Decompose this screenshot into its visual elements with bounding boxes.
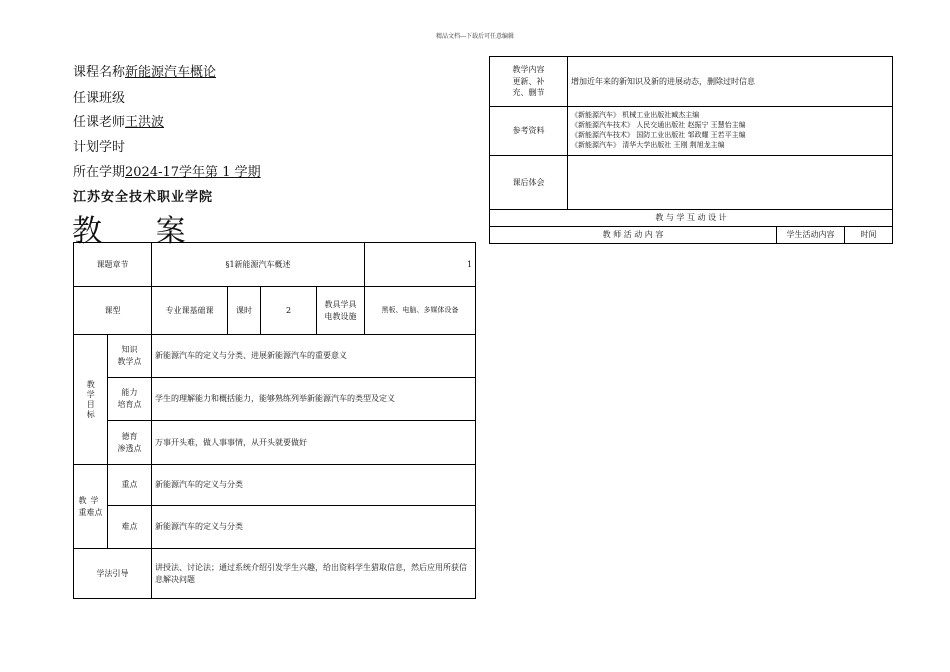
reflection-label: 课后体会 — [490, 156, 568, 210]
term-line — [73, 161, 261, 180]
ability-label-line1: 能力 — [121, 388, 138, 398]
tools-label-line1: 教具学具 — [324, 299, 357, 309]
interaction-title: 教 与 学 互 动 设 计 — [490, 210, 893, 227]
teacher-value: 王洪波 — [125, 115, 165, 130]
reference-item: 《新能源汽车技术》 国防工业出版社 邹政耀 王若平主编 — [571, 131, 746, 139]
key-label: 重点 — [108, 465, 152, 506]
moral-value: 万事开头难，做人事事情，从开头就要做好 — [152, 421, 476, 465]
student-activity-header: 学生活动内容 — [777, 227, 845, 244]
moral-label-line1: 德育 — [121, 431, 138, 441]
page-title: 教 案 — [72, 214, 208, 249]
course-name-label: 课程名称 — [73, 65, 126, 80]
reference-item: 《新能源汽车》 机械工业出版社臧杰主编 — [571, 111, 700, 120]
tools-label — [317, 287, 365, 335]
reference-item: 《新能源汽车技术》 人民交通出版社 赵振宁 王慧怡主编 — [571, 121, 746, 130]
teacher-label: 任课老师 — [73, 115, 126, 130]
reflection-value — [568, 156, 893, 210]
knowledge-label-line1: 知识 — [121, 345, 138, 355]
key-group-line1: 教学 — [78, 495, 103, 505]
term-end: 学期 — [234, 165, 261, 180]
moral-label — [108, 421, 152, 465]
knowledge-label — [108, 335, 152, 378]
update-label — [490, 57, 568, 107]
method-value: 讲授法、讨论法；通过系统介绍引发学生兴趣，给出资料学生猎取信息，然后应用所获信息解决问题 — [152, 549, 476, 599]
interaction-table — [489, 56, 893, 244]
header-note: 精品文档---下载后可任意编辑 — [435, 33, 515, 40]
teacher-line — [73, 111, 164, 130]
key-value: 新能源汽车的定义与分类 — [152, 465, 476, 506]
hours-cell-label: 课时 — [228, 287, 261, 335]
goals-label: 教学目标 — [86, 379, 96, 420]
chapter-value: §1新能源汽车概述 — [152, 243, 365, 287]
reference-item: 《新能源汽车》 清华大学出版社 王刚 荆旭龙主编 — [571, 140, 725, 149]
type-label: 课型 — [74, 287, 152, 335]
difficulty-label: 难点 — [108, 506, 152, 549]
update-value: 增加近年来的新知识及新的进展动态，删除过时信息 — [568, 57, 893, 107]
course-name-value: 新能源汽车概论 — [125, 65, 217, 80]
time-header: 时间 — [845, 227, 893, 244]
references-list — [568, 107, 893, 156]
term-year: 2024-17 — [125, 165, 180, 180]
school-name: 江苏安全技术职业学院 — [73, 190, 214, 205]
moral-label-line2: 渗透点 — [117, 443, 142, 453]
update-label-line2: 更新、补 — [512, 76, 545, 86]
knowledge-value: 新能源汽车的定义与分类、进展新能源汽车的重要意义 — [152, 335, 476, 378]
references-label: 参考资料 — [490, 107, 568, 156]
update-label-line3: 充、删节 — [512, 88, 545, 98]
lesson-plan-table — [73, 242, 476, 599]
key-group-line2: 重难点 — [78, 507, 103, 517]
difficulty-value: 新能源汽车的定义与分类 — [152, 506, 476, 549]
chapter-label: 课题章节 — [74, 243, 152, 287]
term-label: 所在学期 — [73, 165, 126, 180]
hours-label: 计划学时 — [73, 140, 126, 155]
hours-cell-value: 2 — [261, 287, 317, 335]
teacher-activity-header: 教 师 活 动 内 容 — [490, 227, 777, 244]
method-label: 学法引导 — [74, 549, 152, 599]
term-mid: 学年第 — [179, 165, 219, 180]
type-value: 专业课基础课 — [152, 287, 228, 335]
class-line — [73, 87, 125, 106]
ability-label — [108, 378, 152, 421]
key-difficulty-group — [74, 465, 108, 549]
ability-label-line2: 培育点 — [117, 400, 142, 409]
goals-group-label — [74, 335, 108, 465]
update-label-line1: 教学内容 — [512, 65, 545, 75]
tools-value: 黑板、电脑、多媒体设备 — [365, 287, 476, 335]
tools-label-line2: 电教设施 — [324, 311, 357, 321]
term-number: 1 — [218, 165, 235, 180]
knowledge-label-line2: 教学点 — [117, 357, 142, 366]
course-name-line — [73, 61, 216, 80]
hours-line — [73, 136, 125, 155]
class-label: 任课班级 — [73, 91, 126, 106]
ability-value: 学生的理解能力和概括能力，能够熟练列举新能源汽车的类型及定义 — [152, 378, 476, 421]
chapter-number: 1 — [365, 243, 476, 287]
